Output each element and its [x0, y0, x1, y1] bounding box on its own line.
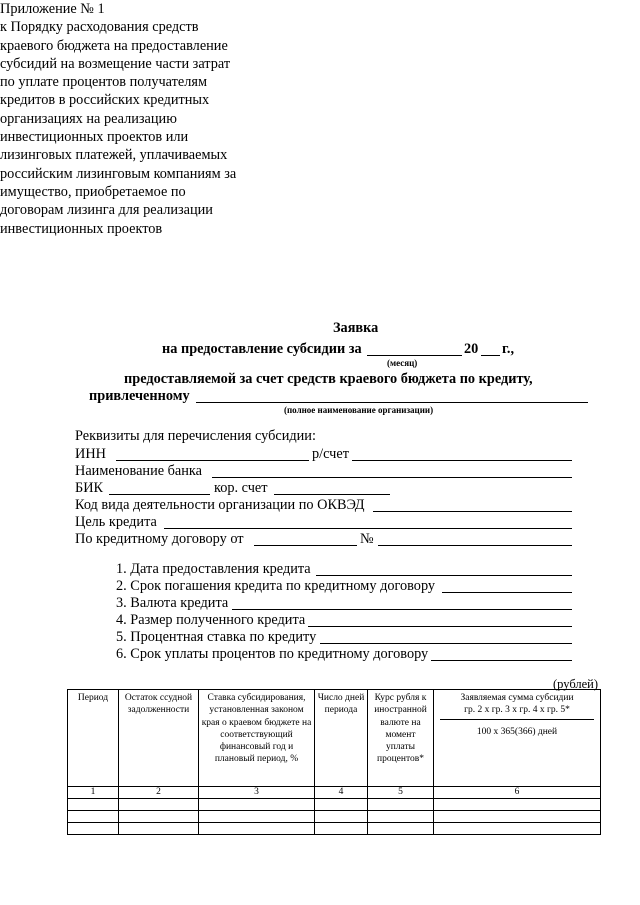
purpose-label: Цель кредита [75, 514, 157, 530]
appendix-line: Приложение № 1 [0, 1, 105, 17]
title-line2: предоставляемой за счет средств краевого бюджета по кредиту, [124, 371, 533, 387]
title-year-prefix: 20 [464, 341, 479, 357]
item-label: 2. Срок погашения кредита по кредитному договору [116, 578, 436, 594]
bank-name-field[interactable] [212, 477, 572, 478]
col-header-subsidy-amount [434, 690, 601, 787]
bank-name-label: Наименование банка [75, 463, 202, 479]
item-label: 4. Размер полученного кредита [116, 612, 306, 628]
title-line1-prefix: на предоставление субсидии за [162, 341, 362, 357]
column-number: 1 [68, 787, 119, 799]
appendix-line: субсидий на возмещение части затрат [0, 55, 231, 72]
table-cell[interactable] [199, 799, 315, 811]
month-note: (месяц) [387, 358, 418, 368]
table-header-row [68, 690, 601, 787]
table-cell[interactable] [434, 823, 601, 835]
table-cell[interactable] [315, 811, 368, 823]
account-field[interactable] [352, 460, 572, 461]
table-row-numbers [68, 787, 601, 799]
table-cell[interactable] [68, 811, 119, 823]
table-cell[interactable] [199, 811, 315, 823]
item-field[interactable] [316, 575, 572, 576]
table-cell[interactable] [68, 823, 119, 835]
appendix-line: договорам лизинга для реализации [0, 202, 213, 219]
month-field[interactable] [367, 355, 462, 356]
table-cell[interactable] [368, 799, 434, 811]
table-cell[interactable] [199, 823, 315, 835]
table-cell[interactable] [315, 799, 368, 811]
organization-note: (полное наименование организации) [284, 405, 434, 415]
contract-date-field[interactable] [254, 545, 357, 546]
organization-field[interactable] [196, 402, 588, 403]
col-header-exchange-rate: Курс рубля к иностранной валюте на момент уплаты процентов* [368, 690, 434, 787]
col-header-rate: Ставка субсидирования, установленная законом края о краевом бюджете на соответствующий финансовый год и плановый период, % [199, 690, 315, 787]
appendix-line: лизинговых платежей, уплачиваемых [0, 147, 228, 164]
okved-label: Код вида деятельности организации по ОКВЭД [75, 497, 365, 513]
table-cell[interactable] [119, 799, 199, 811]
col-header-period: Период [68, 690, 119, 787]
inn-field[interactable] [116, 460, 309, 461]
item-label: 5. Процентная ставка по кредиту [116, 629, 317, 645]
contract-from-label: По кредитному договору от [75, 531, 244, 547]
subsidy-amount-title: Заявляемая сумма субсидии [460, 693, 574, 703]
formula-numerator: гр. 2 х гр. 3 х гр. 4 х гр. 5* [440, 704, 594, 719]
contract-number-label: № [360, 531, 374, 547]
column-number: 3 [199, 787, 315, 799]
year-field[interactable] [481, 355, 500, 356]
table-cell[interactable] [434, 799, 601, 811]
title-line1-suffix: г., [502, 341, 515, 357]
table-row [68, 811, 601, 823]
appendix-line: кредитов в российских кредитных [0, 92, 210, 109]
table-cell[interactable] [119, 811, 199, 823]
formula-denominator: 100 х 365(366) дней [476, 726, 558, 737]
item-label: 6. Срок уплаты процентов по кредитному договору [116, 646, 429, 662]
appendix-line: к Порядку расходования средств [0, 19, 199, 36]
appendix-block [0, 0, 640, 238]
item-field[interactable] [442, 592, 572, 593]
column-number: 6 [434, 787, 601, 799]
contract-number-field[interactable] [378, 545, 572, 546]
appendix-line: организациях на реализацию [0, 110, 177, 127]
col-header-days: Число дней периода [315, 690, 368, 787]
column-number: 2 [119, 787, 199, 799]
appendix-line: российским лизинговым компаниям за [0, 165, 237, 182]
okved-field[interactable] [373, 511, 572, 512]
appendix-line: инвестиционных проектов [0, 220, 163, 237]
table-row [68, 823, 601, 835]
item-field[interactable] [320, 643, 572, 644]
purpose-field[interactable] [164, 528, 572, 529]
item-label: 1. Дата предоставления кредита [116, 561, 311, 577]
bik-field[interactable] [109, 494, 210, 495]
subsidy-table [67, 689, 601, 835]
table-cell[interactable] [434, 811, 601, 823]
table-row [68, 799, 601, 811]
requisites-header: Реквизиты для перечисления субсидии: [75, 428, 316, 444]
account-label: р/счет [312, 446, 349, 462]
column-number: 4 [315, 787, 368, 799]
column-number: 5 [368, 787, 434, 799]
appendix-line: краевого бюджета на предоставление [0, 37, 228, 54]
table-cell[interactable] [315, 823, 368, 835]
title-line3-prefix: привлеченному [89, 388, 190, 404]
item-field[interactable] [308, 626, 572, 627]
appendix-line: по уплате процентов получателям [0, 74, 207, 91]
units-label: (рублей) [553, 677, 599, 691]
appendix-line: имущество, приобретаемое по [0, 183, 186, 200]
item-field[interactable] [232, 609, 572, 610]
appendix-line: инвестиционных проектов или [0, 129, 189, 146]
table-cell[interactable] [119, 823, 199, 835]
bik-label: БИК [75, 480, 104, 496]
table-cell[interactable] [368, 823, 434, 835]
corr-account-label: кор. счет [214, 480, 268, 496]
col-header-balance: Остаток ссудной задолженности [119, 690, 199, 787]
table-cell[interactable] [368, 811, 434, 823]
corr-account-field[interactable] [274, 494, 390, 495]
inn-label: ИНН [75, 446, 106, 462]
table-cell[interactable] [68, 799, 119, 811]
item-label: 3. Валюта кредита [116, 595, 229, 611]
document-title: Заявка [333, 320, 379, 336]
item-field[interactable] [431, 660, 572, 661]
